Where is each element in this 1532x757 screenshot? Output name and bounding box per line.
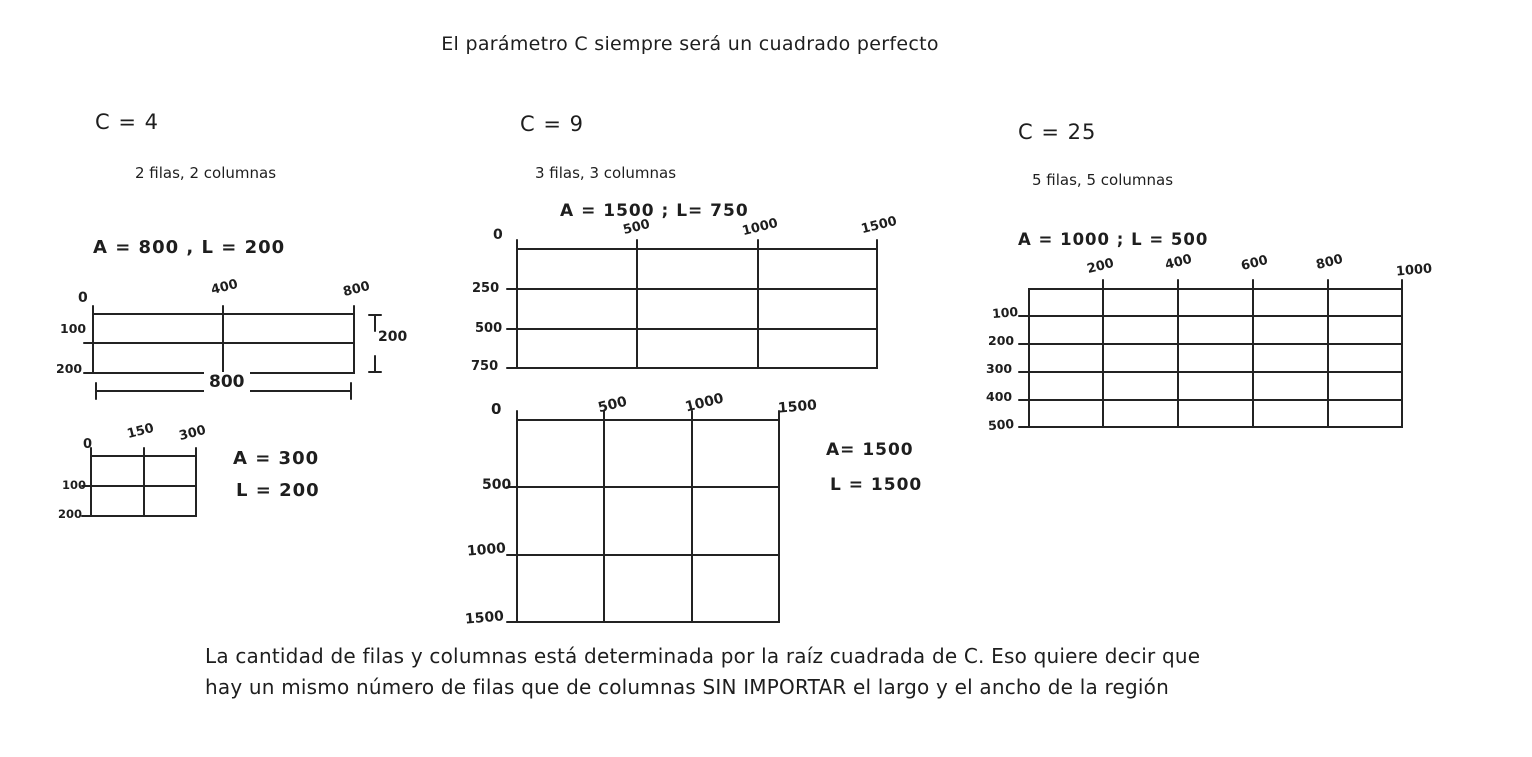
tick-label: 100 — [991, 303, 1019, 322]
footer-line-2: hay un mismo número de filas que de columnas SIN IMPORTAR el largo y el ancho de la región — [205, 675, 1169, 699]
tick-label: 1000 — [1395, 261, 1433, 280]
tick-label: 400 — [209, 276, 240, 299]
example1-main-grid — [92, 313, 355, 374]
tick-label: 500 — [596, 393, 629, 417]
example2-main-grid — [516, 248, 878, 369]
example3-rows-cols: 5 filas, 5 columnas — [1032, 171, 1174, 189]
example1-params: A = 800 , L = 200 — [93, 237, 286, 258]
example3-params: A = 1000 ; L = 500 — [1018, 230, 1209, 249]
tick-label: 100 — [60, 321, 87, 336]
footer-note — [205, 641, 1295, 703]
tick-label: 400 — [986, 389, 1013, 404]
tick-label: 500 — [482, 477, 512, 493]
tick-label: 200 — [1085, 255, 1116, 278]
tick-label: 1000 — [466, 540, 507, 560]
example2-c-value: C = 9 — [520, 112, 584, 136]
example2-rows-cols: 3 filas, 3 columnas — [535, 164, 677, 182]
example1-small-area-label: A = 300 — [233, 448, 320, 469]
example3-main-grid — [1028, 288, 1403, 428]
height-dimension-label: 200 — [378, 329, 408, 345]
tick-label: 300 — [177, 422, 208, 445]
tick-label: 1000 — [683, 390, 726, 416]
page-title: El parámetro C siempre será un cuadrado perfecto — [441, 33, 939, 55]
tick-label: 1000 — [740, 215, 780, 240]
example2-square-grid — [516, 419, 780, 623]
tick-label: 500 — [987, 415, 1015, 434]
tick-label: 200 — [58, 507, 83, 521]
tick-label: 0 — [491, 400, 502, 418]
example1-rows-cols: 2 filas, 2 columnas — [135, 164, 277, 182]
tick-label: 100 — [62, 478, 87, 492]
tick-label: 150 — [125, 420, 156, 443]
tick-label: 800 — [1314, 251, 1345, 274]
tick-label: 250 — [472, 281, 500, 296]
example1-small-length-label: L = 200 — [236, 480, 320, 501]
example1-small-grid — [90, 455, 197, 517]
footer-line-1: La cantidad de filas y columnas está determinada por la raíz cuadrada de C. Eso quiere decir que — [205, 644, 1201, 668]
tick-label: 200 — [56, 361, 83, 376]
tick-label: 0 — [83, 437, 93, 452]
tick-label: 500 — [475, 321, 503, 336]
tick-label: 600 — [1239, 252, 1270, 275]
width-dimension-label: 800 — [204, 372, 250, 392]
tick-label: 200 — [988, 333, 1015, 348]
tick-label: 500 — [621, 216, 652, 239]
example2-square-area-label: A= 1500 — [826, 440, 914, 460]
tick-label: 1500 — [777, 397, 818, 417]
example3-c-value: C = 25 — [1018, 120, 1097, 144]
tick-label: 800 — [341, 278, 372, 301]
tick-label: 1500 — [464, 608, 505, 628]
example2-params: A = 1500 ; L= 750 — [560, 201, 749, 221]
tick-label: 0 — [78, 290, 88, 306]
example2-square-length-label: L = 1500 — [830, 475, 923, 495]
tick-label: 750 — [471, 359, 499, 374]
tick-label: 0 — [493, 227, 503, 243]
tick-label: 1500 — [859, 213, 899, 238]
tick-label: 300 — [986, 361, 1013, 376]
example1-c-value: C = 4 — [95, 110, 159, 134]
tick-label: 400 — [1163, 251, 1194, 274]
